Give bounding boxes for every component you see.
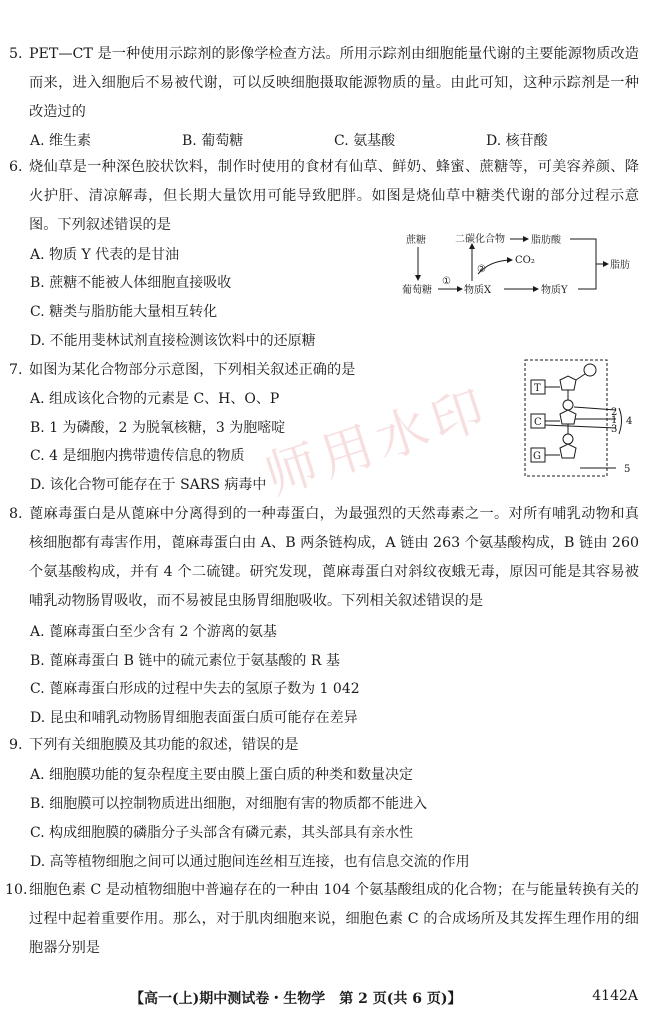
fatty-acid-label: 脂肪酸: [531, 235, 561, 246]
option-c: C. 糖类与脂肪能大量相互转化: [30, 304, 218, 320]
option-b: B. 蓖麻毒蛋白 B 链中的硫元素位于氨基酸的 R 基: [30, 653, 340, 669]
question-6: [9, 153, 639, 240]
base-t: T: [534, 383, 541, 394]
option-d: D. 不能用斐林试剂直接检测该饮料中的还原糖: [30, 333, 316, 349]
option-c: C. 氨基酸: [334, 133, 396, 149]
question-number: 10.: [5, 882, 28, 898]
option-d: D. 核苷酸: [486, 133, 548, 149]
page-footer: 【高一(上)期中测试卷・生物学 第 2 页(共 6 页)】: [130, 991, 462, 1007]
phosphate-circle: [584, 364, 596, 376]
sugar-pentagon: [560, 444, 576, 458]
sugar-pentagon: [560, 410, 576, 424]
option-c: C. 4 是细胞内携带遗传信息的物质: [30, 448, 245, 464]
connector: [570, 239, 596, 264]
leader-line: [545, 425, 616, 428]
question-number: 7.: [9, 362, 23, 378]
question-stem: PET—CT 是一种使用示踪剂的影像学检查方法。所用示踪剂由细胞能量代谢的主要能源物质改造而来，进入细胞后不易被代谢，可以反映细胞摄取能源物质的量。由此可知，这种示踪剂是一种改造过的: [29, 46, 639, 120]
sucrose-label: 蔗糖: [406, 235, 426, 246]
option-a: A. 蓖麻毒蛋白至少含有 2 个游离的氨基: [30, 624, 277, 640]
step-2-label: ②: [477, 264, 486, 275]
option-d: D. 昆虫和哺乳动物肠胃细胞表面蛋白质可能存在差异: [30, 710, 358, 726]
substance-y-label: 物质Y: [541, 285, 568, 296]
option-b: B. 葡萄糖: [182, 133, 244, 149]
question-8: [9, 500, 639, 616]
question-number: 9.: [9, 737, 23, 753]
label-4: 4: [626, 416, 633, 427]
option-d: D. 高等植物细胞之间可以通过胞间连丝相互连接，也有信息交流的作用: [30, 854, 470, 870]
base-c: C: [534, 417, 542, 428]
step-1-label: ①: [442, 276, 451, 287]
option-c: C. 构成细胞膜的磷脂分子头部含有磷元素，其头部具有亲水性: [30, 825, 414, 841]
option-a: A. 细胞膜功能的复杂程度主要由膜上蛋白质的种类和数量决定: [30, 767, 414, 783]
base-g: G: [533, 451, 541, 462]
question-number: 5.: [9, 46, 23, 62]
question-stem: 如图为某化合物部分示意图，下列相关叙述正确的是: [29, 362, 356, 378]
question-10: [5, 876, 639, 963]
substance-x-label: 物质X: [464, 285, 492, 296]
question-5: [9, 40, 639, 127]
co2-label: CO₂: [515, 255, 535, 266]
label-2: 2: [611, 407, 618, 418]
option-a: A. 维生素: [30, 133, 92, 149]
sugar-pentagon: [560, 376, 576, 390]
option-d: D. 该化合物可能存在于 SARS 病毒中: [30, 477, 267, 493]
connector: [578, 264, 596, 289]
question-stem: 下列有关细胞膜及其功能的叙述，错误的是: [29, 737, 299, 753]
bond: [576, 374, 585, 380]
phosphate-circle: [563, 400, 573, 410]
question-stem: 细胞色素 C 是动植物细胞中普遍存在的一种由 104 个氨基酸组成的化合物；在与能量转换有关的过程中起着重要作用。那么，对于肌肉细胞来说，细胞色素 C 的合成场所及其发挥生理作用的细胞器分别是: [29, 882, 639, 956]
co2-compound-label: 二碳化合物: [455, 234, 505, 245]
label-3: 3: [611, 424, 618, 435]
phosphate-circle: [563, 434, 573, 444]
fat-label: 脂肪: [610, 260, 630, 271]
sugar-metabolism-diagram: [400, 228, 636, 304]
option-a: A. 物质 Y 代表的是甘油: [30, 247, 180, 263]
option-a: A. 组成该化合物的元素是 C、H、O、P: [30, 391, 280, 407]
leader-line: [574, 407, 616, 410]
option-b: B. 蔗糖不能被人体细胞直接吸收: [30, 275, 232, 291]
watermark: 师用水印: [258, 378, 498, 508]
nucleotide-chain-diagram: [520, 358, 638, 480]
label-1: 1: [611, 415, 618, 426]
option-b: B. 细胞膜可以控制物质进出细胞，对细胞有害的物质都不能进入: [30, 796, 428, 812]
question-number: 6.: [9, 159, 23, 175]
paper-code: 4142A: [592, 988, 638, 1004]
brace: [619, 408, 622, 434]
label-5: 5: [624, 464, 631, 475]
option-b: B. 1 为磷酸，2 为脱氧核糖，3 为胞嘧啶: [30, 420, 286, 436]
question-stem: 蓖麻毒蛋白是从蓖麻中分离得到的一种毒蛋白，为最强烈的天然毒素之一。对所有哺乳动物和真核细胞都有毒害作用，蓖麻毒蛋白由 A、B 两条链构成，A 链由 263 个氨基酸构成，B 链由 260 个氨基酸构成，并有 4 个二硫键。研究发现，蓖麻毒蛋白对斜纹夜蛾无毒，原因可能是其容易被哺乳动物肠胃吸收，而不易被昆虫肠胃细胞吸收。下列相关叙述错误的是: [29, 506, 639, 609]
glucose-label: 葡萄糖: [402, 285, 432, 296]
question-stem: 烧仙草是一种深色胶状饮料，制作时使用的食材有仙草、鲜奶、蜂蜜、蔗糖等，可美容养颜、降火护肝、清凉解毒，但长期大量饮用可能导致肥胖。如图是烧仙草中糖类代谢的部分过程示意图。下列叙述错误的是: [29, 159, 639, 233]
question-number: 8.: [9, 506, 23, 522]
question-9: [9, 731, 639, 760]
option-c: C. 蓖麻毒蛋白形成的过程中失去的氢原子数为 1 042: [30, 681, 360, 697]
